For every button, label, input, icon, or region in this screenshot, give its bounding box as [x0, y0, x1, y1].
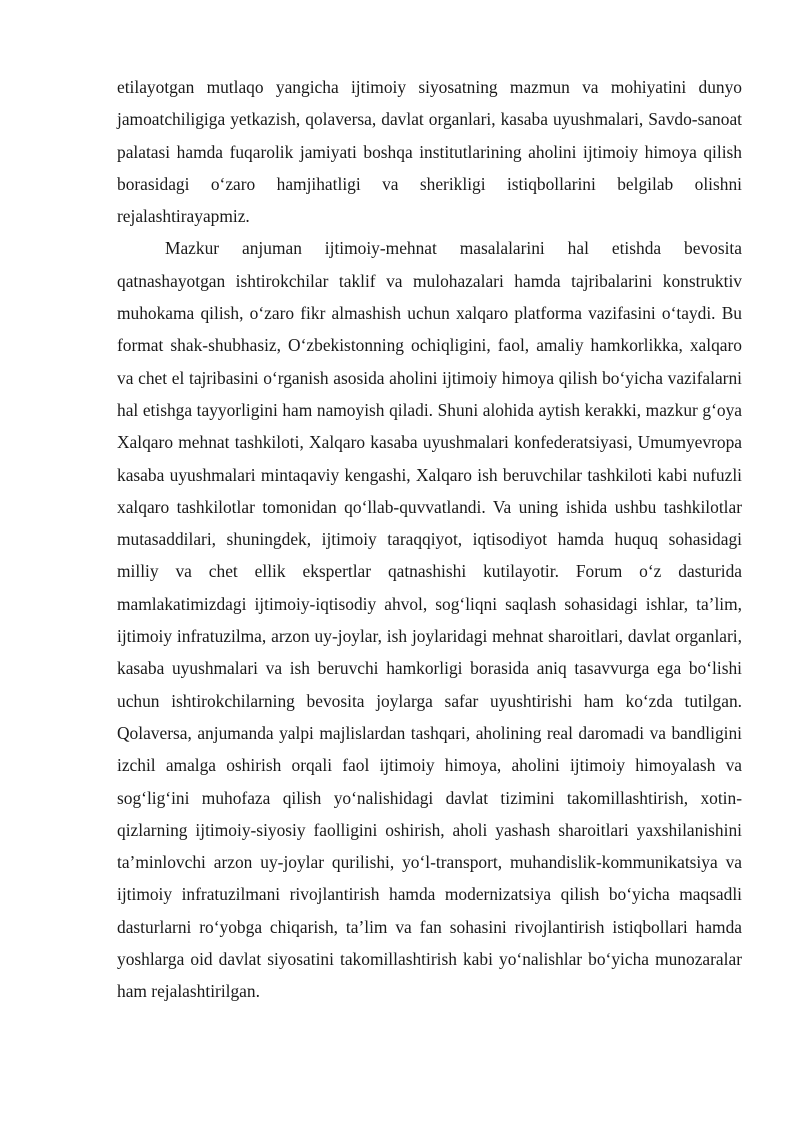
- paragraph-continuation: etilayotgan mutlaqo yangicha ijtimoiy siyosatning mazmun va mohiyatini dunyo jamoatchiligiga yetkazish, qolaversa, davlat organlari, kasaba uyushmalari, Savdo-sanoat palatasi hamda fuqarolik jamiyati boshqa institutlarining aholini ijtimoiy himoya qilish borasidagi o‘zaro hamjihatligi va sherikligi istiqbollarini belgilab olishni rejalashtirayapmiz.: [117, 77, 742, 227]
- paragraph-forum-description: Mazkur anjuman ijtimoiy-mehnat masalalarini hal etishda bevosita qatnashayotgan ishtirokchilar taklif va mulohazalari hamda tajribalarini konstruktiv muhokama qilish, o‘zaro fikr almashish uchun xalqaro platforma vazifasini o‘taydi. Bu format shak-shubhasiz, O‘zbekistonning ochiqligini, faol, amaliy hamkorlikka, xalqaro va chet el tajribasini o‘rganish asosida aholini ijtimoiy himoya qilish bo‘yicha vazifalarni hal etishga tayyorligini ham namoyish qiladi. Shuni alohida aytish kerakki, mazkur g‘oya Xalqaro mehnat tashkiloti, Xalqaro kasaba uyushmalari konfederatsiyasi, Umumyevropa kasaba uyushmalari mintaqaviy kengashi, Xalqaro ish beruvchilar tashkiloti kabi nufuzli xalqaro tashkilotlar tomonidan qo‘llab-quvvatlandi. Va uning ishida ushbu tashkilotlar mutasaddilari, shuningdek, ijtimoiy taraqqiyot, iqtisodiyot hamda huquq sohasidagi milliy va chet ellik ekspertlar qatnashishi kutilayotir. Forum o‘z dasturida mamlakatimizdagi ijtimoiy-iqtisodiy ahvol, sog‘liqni saqlash sohasidagi ishlar, ta’lim, ijtimoiy infratuzilma, arzon uy-joylar, ish joylaridagi mehnat sharoitlari, davlat organlari, kasaba uyushmalari va ish beruvchi hamkorligi borasida aniq tasavvurga ega bo‘lishi uchun ishtirokchilarning bevosita joylarga safar uyushtirishi ham ko‘zda tutilgan. Qolaversa, anjumanda yalpi majlislardan tashqari, aholining real daromadi va bandligini izchil amalga oshirish orqali faol ijtimoiy himoya, aholini ijtimoiy himoyalash va sog‘lig‘ini muhofaza qilish yo‘nalishidagi davlat tizimini takomillashtirish, xotin-qizlarning ijtimoiy-siyosiy faolligini oshirish, aholi yashash sharoitlari yaxshilanishini ta’minlovchi arzon uy-joylar qurilishi, yo‘l-transport, muhandislik-kommunikatsiya va ijtimoiy infratuzilmani rivojlantirish hamda modernizatsiya qilish bo‘yicha maqsadli dasturlarni ro‘yobga chiqarish, ta’lim va fan sohasini rivojlantirish istiqbollari hamda yoshlarga oid davlat siyosatini takomillashtirish kabi yo‘nalishlar bo‘yicha munozaralar ham rejalashtirilgan.: [117, 238, 742, 1002]
- document-page: [117, 71, 742, 1008]
